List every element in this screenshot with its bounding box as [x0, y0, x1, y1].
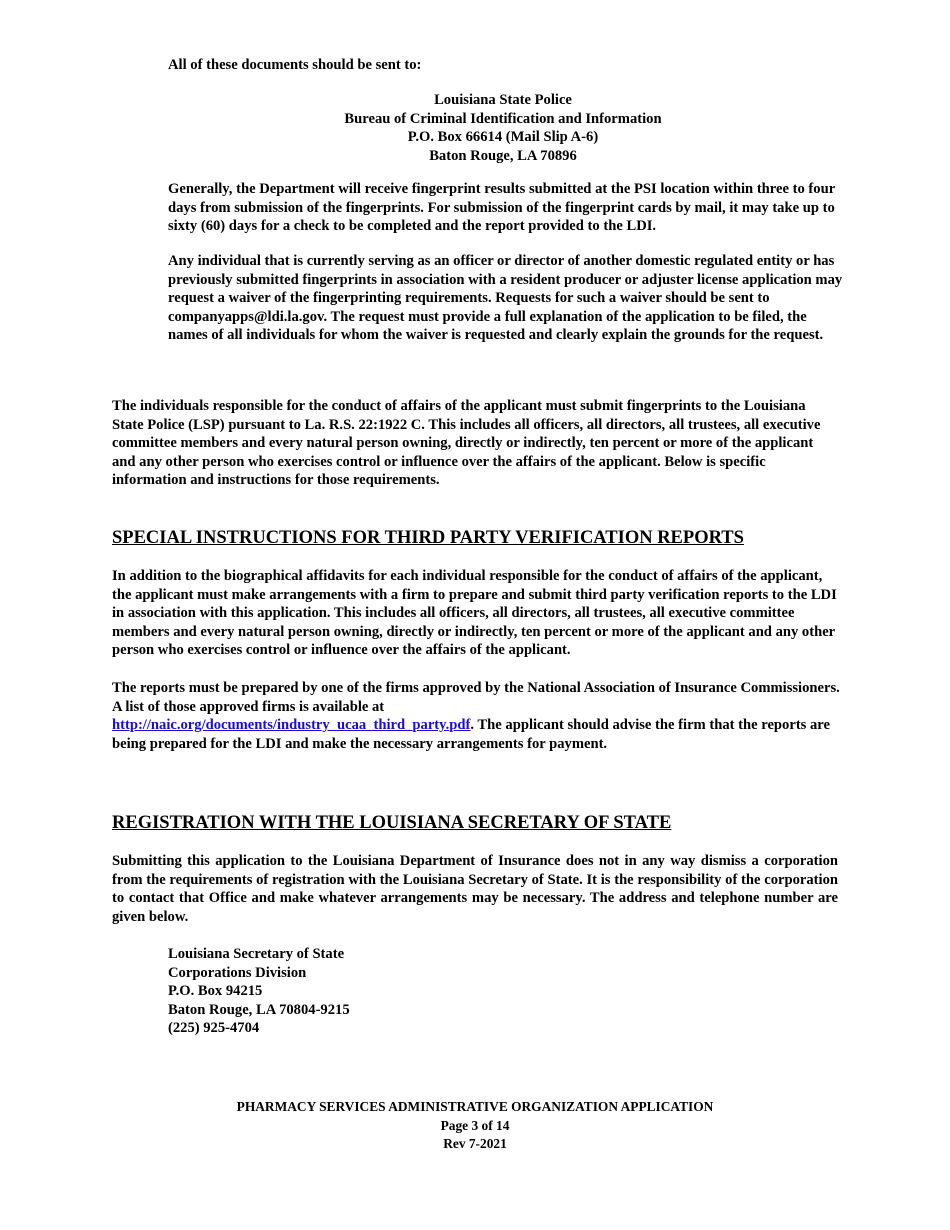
- address-line: Louisiana State Police: [434, 92, 572, 108]
- address-line: Bureau of Criminal Identification and Information: [344, 110, 662, 127]
- fingerprint-requirement-paragraph: The individuals responsible for the conduct of affairs of the applicant must submit fingerprints to the Louisiana State Police (LSP) pursuant to La. R.S. 22:1922 C. This includes all officers, all directors, all trustees, all executive committee members and every natural person owning, directly or indirectly, ten percent or more of the applicant and any other person who exercises control or influence over the affairs of the applicant. Below is specific information and instructions for those requirements.: [112, 398, 821, 488]
- address-line: Corporations Division: [168, 964, 307, 981]
- address-line: Louisiana Secretary of State: [168, 946, 345, 962]
- page-footer: [0, 1098, 950, 1154]
- address-line: Baton Rouge, LA 70896: [429, 147, 577, 164]
- footer-page-number: Page 3 of 14: [440, 1117, 510, 1133]
- sos-address-block: [168, 945, 350, 1038]
- waiver-paragraph: Any individual that is currently serving as an officer or director of another domestic regulated entity or has previously submitted fingerprints in association with a resident producer or adjuster license application may request a waiver of the fingerprinting requirements. Requests for such a waiver should be sent to companyapps@ldi.la.gov. The request must provide a full explanation of the application to be filed, the names of all individuals for whom the waiver is requested and clearly explain the grounds for the request.: [168, 253, 843, 343]
- registration-heading: REGISTRATION WITH THE LOUISIANA SECRETARY OF STATE: [112, 813, 672, 833]
- footer-title: PHARMACY SERVICES ADMINISTRATIVE ORGANIZATION APPLICATION: [236, 1099, 714, 1114]
- third-party-paragraph: In addition to the biographical affidavits for each individual responsible for the conduct of affairs of the applicant, the applicant must make arrangements with a firm to prepare and submit third party verification reports to the LDI in association with this application. This includes all officers, all directors, all trustees, all executive committee members and every natural person owning, directly or indirectly, ten percent or more of the applicant and any other person who exercises control or influence over the affairs of the applicant.: [112, 568, 837, 658]
- processing-time-paragraph: Generally, the Department will receive fingerprint results submitted at the PSI location within three to four days from submission of the fingerprints. For submission of the fingerprint cards by mail, it may take up to sixty (60) days for a check to be completed and the report provided to the LDI.: [168, 181, 835, 234]
- address-line: Baton Rouge, LA 70804-9215: [168, 1001, 350, 1018]
- lsp-address-block: [168, 91, 838, 165]
- phone-number: (225) 925-4704: [168, 1020, 260, 1036]
- address-line: P.O. Box 66614 (Mail Slip A-6): [407, 129, 599, 145]
- send-to-intro: All of these documents should be sent to:: [168, 57, 422, 73]
- third-party-heading: SPECIAL INSTRUCTIONS FOR THIRD PARTY VERIFICATION REPORTS: [112, 528, 744, 548]
- naic-firms-link[interactable]: http://naic.org/documents/industry_ucaa_third_party.pdf: [112, 717, 471, 733]
- footer-revision: Rev 7-2021: [443, 1136, 507, 1151]
- registration-paragraph: Submitting this application to the Louisiana Department of Insurance does not in any way dismiss a corporation from the requirements of registration with the Louisiana Secretary of State. It is the responsibility of the corporation to contact that Office and make whatever arrangements may be necessary. The address and telephone number are given below.: [112, 853, 838, 925]
- approved-firms-intro: The reports must be prepared by one of the firms approved by the National Association of Insurance Commissioners. A list of those approved firms is available at: [112, 680, 840, 715]
- approved-firms-rest: . The applicant should advise the firm that the reports are being prepared for the LDI and make the necessary arrangements for payment.: [112, 717, 830, 752]
- address-line: P.O. Box 94215: [168, 983, 263, 999]
- approved-firms-paragraph: [112, 679, 840, 753]
